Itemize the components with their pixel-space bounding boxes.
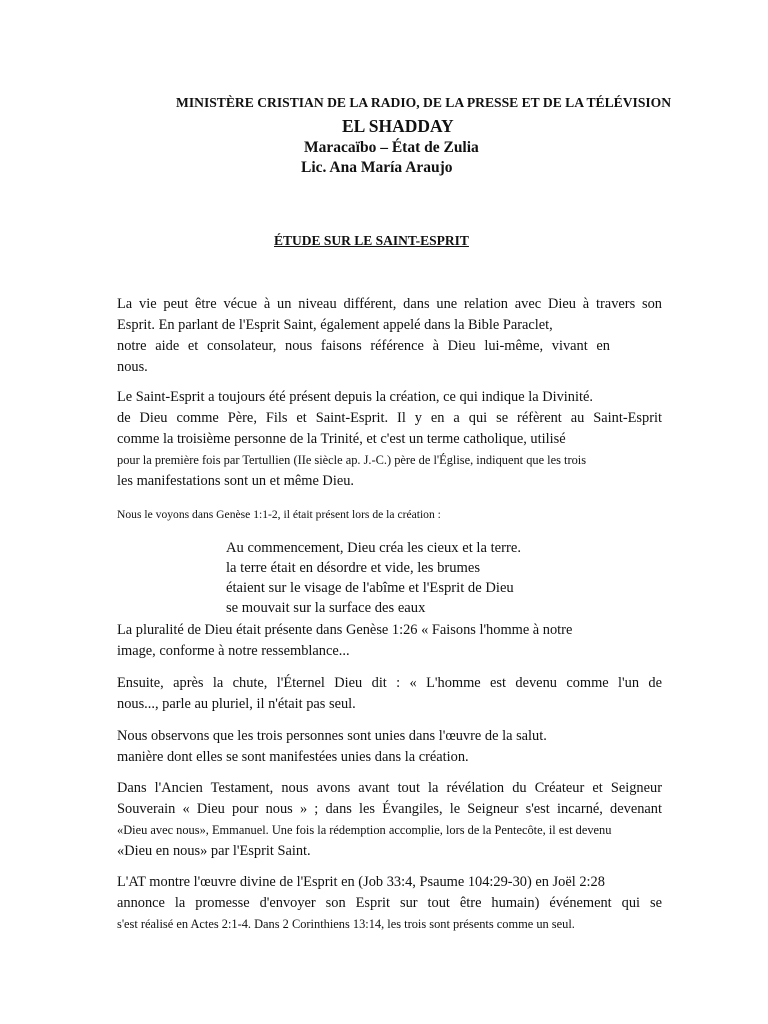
- paragraph-1: [117, 294, 662, 378]
- location-line: Maracaïbo – État de Zulia: [304, 139, 479, 156]
- paragraph-4: [117, 620, 662, 662]
- paragraph-7: [117, 778, 662, 862]
- text-line: s'est réalisé en Actes 2:1-4. Dans 2 Corinthiens 13:14, les trois sont présents comme un seul.: [117, 917, 575, 931]
- ministry-heading: MINISTÈRE CRISTIAN DE LA RADIO, DE LA PRESSE ET DE LA TÉLÉVISION: [176, 95, 672, 110]
- text-line: La pluralité de Dieu était présente dans Genèse 1:26 « Faisons l'homme à notre: [117, 622, 573, 638]
- text-line-inner: notre aide et consolateur, nous faisons référence à Dieu lui-même, vivant en: [117, 338, 610, 354]
- text-line: L'AT montre l'œuvre divine de l'Esprit en (Job 33:4, Psaume 104:29-30) en Joël 2:28: [117, 874, 605, 890]
- quote-line: se mouvait sur la surface des eaux: [226, 600, 426, 616]
- text-line: manière dont elles se sont manifestées unies dans la création.: [117, 749, 469, 765]
- paragraph-6: [117, 726, 662, 768]
- text-line: Souverain « Dieu pour nous » ; dans les Évangiles, le Seigneur s'est incarné, devenant: [117, 801, 662, 817]
- quote-line: Au commencement, Dieu créa les cieux et la terre.: [226, 540, 521, 556]
- scripture-quote: [226, 538, 521, 618]
- document-title: ÉTUDE SUR LE SAINT-ESPRIT: [274, 233, 469, 248]
- text-line: annonce la promesse d'envoyer son Esprit sur tout être humain) événement qui se: [117, 895, 662, 911]
- text-line: «Dieu en nous» par l'Esprit Saint.: [117, 843, 311, 859]
- text-line: La vie peut être vécue à un niveau différent, dans une relation avec Dieu à travers son: [117, 296, 662, 312]
- organization-name: EL SHADDAY: [342, 116, 454, 136]
- text-line: Esprit. En parlant de l'Esprit Saint, également appelé dans la Bible Paraclet,: [117, 317, 553, 333]
- text-line: de Dieu comme Père, Fils et Saint-Esprit. Il y en a qui se réfèrent au Saint-Esprit: [117, 410, 662, 426]
- paragraph-8: [117, 872, 662, 935]
- paragraph-2: [117, 387, 662, 492]
- text-line: les manifestations sont un et même Dieu.: [117, 473, 354, 489]
- text-line: Dans l'Ancien Testament, nous avons avant tout la révélation du Créateur et Seigneur: [117, 780, 662, 796]
- text-line: nous..., parle au pluriel, il n'était pas seul.: [117, 696, 356, 712]
- text-line: comme la troisième personne de la Trinité, et c'est un terme catholique, utilisé: [117, 431, 566, 447]
- text-line: «Dieu avec nous», Emmanuel. Une fois la rédemption accomplie, lors de la Pentecôte, il est devenu: [117, 823, 612, 837]
- text-line: Le Saint-Esprit a toujours été présent depuis la création, ce qui indique la Divinité.: [117, 389, 593, 405]
- text-line: Ensuite, après la chute, l'Éternel Dieu dit : « L'homme est devenu comme l'un de: [117, 675, 662, 691]
- text-line: pour la première fois par Tertullien (IIe siècle ap. J.-C.) père de l'Église, indiquent que les trois: [117, 453, 587, 467]
- author-line: Lic. Ana María Araujo: [301, 159, 453, 176]
- text-line: nous.: [117, 359, 148, 375]
- text-line: [117, 336, 610, 357]
- quote-line: la terre était en désordre et vide, les brumes: [226, 560, 481, 576]
- quote-line: étaient sur le visage de l'abîme et l'Esprit de Dieu: [226, 580, 514, 596]
- paragraph-5: [117, 673, 662, 715]
- text-line: Nous le voyons dans Genèse 1:1-2, il était présent lors de la création :: [117, 508, 441, 521]
- text-line: Nous observons que les trois personnes sont unies dans l'œuvre de la salut.: [117, 728, 547, 744]
- paragraph-3: [117, 504, 662, 525]
- text-line: image, conforme à notre ressemblance...: [117, 643, 350, 659]
